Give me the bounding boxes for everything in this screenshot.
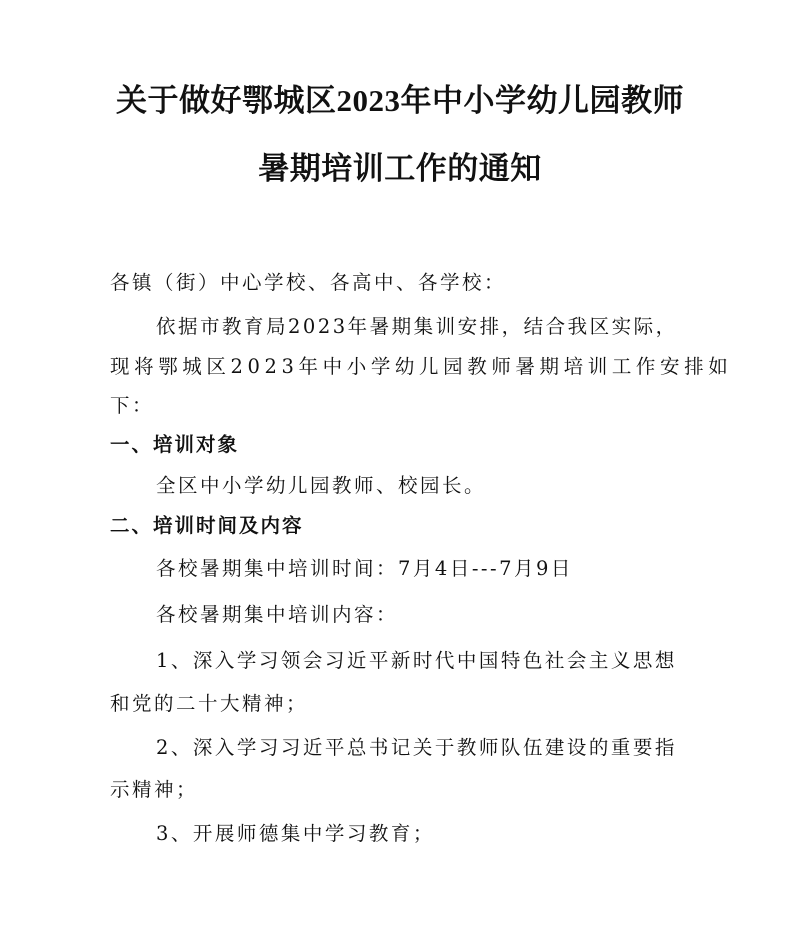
intro-line-2: 现将鄂城区2023年中小学幼儿园教师暑期培训工作安排如 <box>110 355 733 378</box>
training-content-label: 各校暑期集中培训内容： <box>156 603 399 626</box>
list-item-1-line-1: 1、深入学习领会习近平新时代中国特色社会主义思想 <box>156 649 677 672</box>
section-1-heading: 一、培训对象 <box>110 433 240 456</box>
salutation: 各镇（街）中心学校、各高中、各学校： <box>110 271 507 294</box>
list-item-2-line-1: 2、深入学习习近平总书记关于教师队伍建设的重要指 <box>156 736 677 759</box>
section-2-heading: 二、培训时间及内容 <box>110 514 304 537</box>
section-1-body: 全区中小学幼儿园教师、校园长。 <box>156 474 487 497</box>
document-title-line-2: 暑期培训工作的通知 <box>258 151 542 186</box>
intro-line-3: 下： <box>110 394 155 417</box>
intro-line-1: 依据市教育局2023年暑期集训安排，结合我区实际， <box>156 315 678 338</box>
document-title-line-1: 关于做好鄂城区2023年中小学幼儿园教师 <box>116 83 684 118</box>
list-item-3-line-1: 3、开展师德集中学习教育； <box>156 822 435 845</box>
list-item-1-line-2: 和党的二十大精神； <box>110 692 309 715</box>
list-item-2-line-2: 示精神； <box>110 778 199 801</box>
training-time: 各校暑期集中培训时间：7月4日---7月9日 <box>156 557 573 580</box>
